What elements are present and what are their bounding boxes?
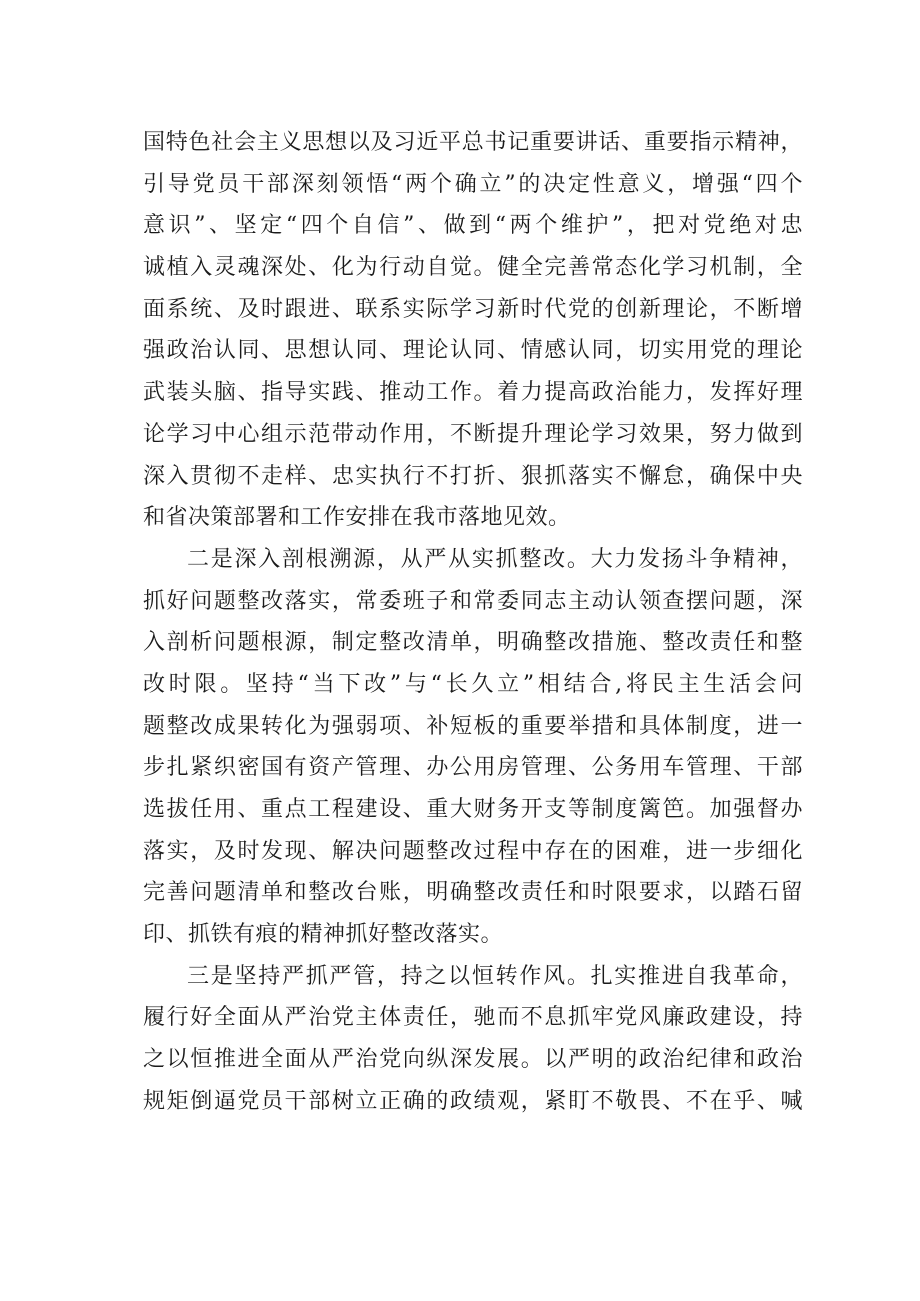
document-body — [143, 122, 803, 1123]
text-line: 国特色社会主义思想以及习近平总书记重要讲话、重要指示精神， — [143, 130, 803, 155]
text-line: 意识”、坚定“四个自信”、做到“两个维护”，把对党绝对忠 — [143, 213, 803, 239]
paragraph-3 — [143, 956, 803, 1123]
text-line: 印、抓铁有痕的精神抓好整改落实。 — [143, 922, 504, 948]
text-line: 履行好全面从严治党主体责任，驰而不息抓牢党风廉政建设，持 — [143, 1005, 803, 1031]
paragraph-2 — [143, 539, 803, 956]
text-line: 面系统、及时跟进、联系实际学习新时代党的创新理论，不断增 — [143, 296, 803, 322]
text-line: 论学习中心组示范带动作用，不断提升理论学习效果，努力做到 — [143, 421, 803, 447]
text-line: 引导党员干部深刻领悟“两个确立”的决定性意义，增强“四个 — [143, 171, 803, 197]
text-line: 入剖析问题根源，制定整改清单，明确整改措施、整改责任和整 — [143, 630, 803, 656]
text-line: 步扎紧织密国有资产管理、办公用房管理、公务用车管理、干部 — [143, 755, 803, 781]
text-line: 抓好问题整改落实，常委班子和常委同志主动认领查摆问题，深 — [143, 588, 803, 614]
text-line: 之以恒推进全面从严治党向纵深发展。以严明的政治纪律和政治 — [143, 1047, 803, 1073]
text-line: 选拔任用、重点工程建设、重大财务开支等制度篱笆。加强督办 — [143, 797, 803, 822]
text-line: 二是深入剖根溯源，从严从实抓整改。大力发扬斗争精神， — [187, 546, 803, 572]
text-line: 题整改成果转化为强弱项、补短板的重要举措和具体制度，进一 — [143, 713, 803, 739]
text-line: 诚植入灵魂深处、化为行动自觉。健全完善常态化学习机制，全 — [143, 255, 803, 281]
text-line: 规矩倒逼党员干部树立正确的政绩观，紧盯不敬畏、不在乎、喊 — [143, 1088, 803, 1114]
text-line: 完善问题清单和整改台账，明确整改责任和时限要求，以踏石留 — [143, 880, 803, 906]
text-line: 改时限。坚持“当下改”与“长久立”相结合,将民主生活会问 — [143, 671, 803, 697]
text-line: 武装头脑、指导实践、推动工作。着力提高政治能力，发挥好理 — [143, 380, 803, 406]
text-line: 强政治认同、思想认同、理论认同、情感认同，切实用党的理论 — [143, 338, 803, 364]
text-line: 和省决策部署和工作安排在我市落地见效。 — [143, 505, 571, 531]
paragraph-1 — [143, 122, 803, 539]
text-line: 深入贯彻不走样、忠实执行不打折、狠抓落实不懈怠，确保中央 — [143, 463, 803, 489]
text-line: 三是坚持严抓严管，持之以恒转作风。扎实推进自我革命， — [187, 963, 803, 989]
text-line: 落实，及时发现、解决问题整改过程中存在的困难，进一步细化 — [143, 838, 803, 864]
